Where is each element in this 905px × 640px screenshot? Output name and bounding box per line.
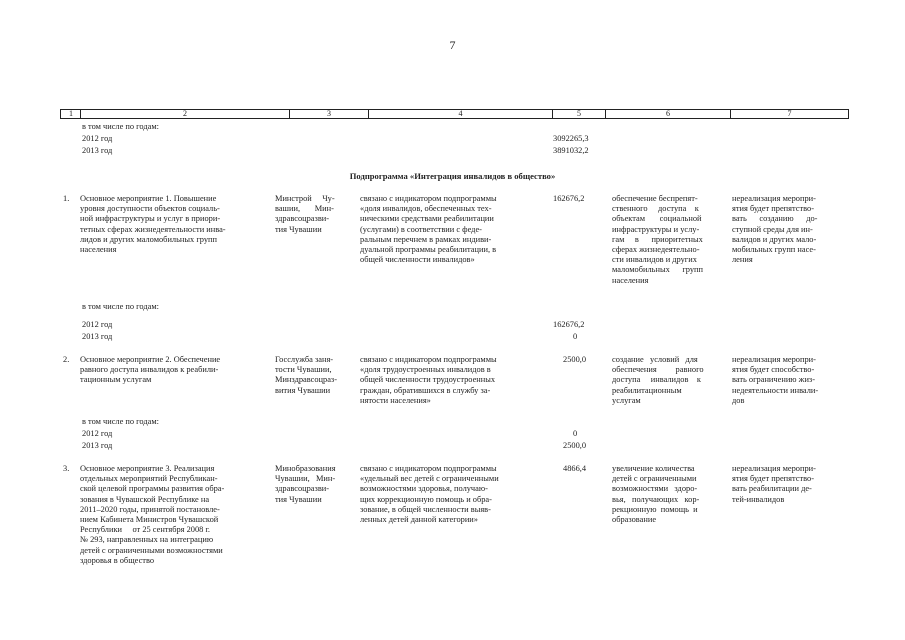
row-description: Основное мероприятие 1. Повышение уровня доступности объектов социаль- ной инфраструктуры и услуг в приори- тетных сферах жизнедеятельности инва- лидов и других маломобильных групп населения (80, 194, 226, 255)
row-description: Основное мероприятие 2. Обеспечение равного доступа инвалидов к реабили- тационным услугам (80, 355, 221, 385)
row-result: создание условий для обеспечения равного доступа инвалидов к реабилитационным услугам (612, 355, 704, 405)
page-number: 7 (449, 38, 456, 52)
subprogram-title: Подпрограмма «Интеграция инвалидов в общество» (349, 171, 556, 181)
header-col-7: 7 (787, 109, 792, 118)
year-value: 3092265,3 (553, 134, 589, 143)
row-consequence: нереализация меропри- ятия будет препятство- вать созданию до- ступной среды для ин- валидов и других мало- мобильных групп насе- ления (732, 194, 818, 265)
row-executor: Минстрой Чу- вашии, Мин- здравсоцразви- тия Чувашии (275, 194, 335, 234)
row-consequence: нереализация меропри- ятия будет способство- вать ограничению жиз- недеятельности инвали- дов (732, 355, 819, 405)
year-value: 2500,0 (563, 441, 587, 450)
header-col-6: 6 (666, 109, 670, 118)
header-col-2: 2 (183, 109, 187, 118)
year-label: 2012 год (82, 429, 113, 438)
row-description: Основное мероприятие 3. Реализация отдельных мероприятий Республикан- ской целевой программы развития обра- зования в Чувашской Республике на 2011–2020 годы, принятой постановле- нием Кабинета Министров Чувашской Республики от 25 сентября 2008 г. № 293, направленных на интеграцию детей с ограниченными возможностями здоровья в общество (80, 464, 225, 565)
year-value: 0 (573, 332, 578, 341)
row-indicator: связано с индикатором подпрограммы «доля трудоустроенных инвалидов в общей численности трудоустроенных граждан, обратившихся в службу за- нятости населения» (360, 355, 497, 405)
years-label: в том числе по годам: (82, 417, 159, 426)
row-amount: 4866,4 (563, 464, 587, 473)
year-label: 2013 год (82, 441, 113, 450)
years-label: в том числе по годам: (82, 122, 159, 131)
year-value: 3891032,2 (553, 146, 589, 155)
row-number: 2. (63, 355, 70, 364)
header-col-1: 1 (69, 109, 73, 118)
header-col-4: 4 (458, 109, 463, 118)
header-col-3: 3 (327, 109, 331, 118)
row-indicator: связано с индикатором подпрограммы «доля инвалидов, обеспеченных тех- ническими средствами реабилитации (услугами) в соответствии с феде- ральным перечнем в рамках индиви- дуальной программы реабилитации, в общей численности инвалидов» (360, 194, 497, 265)
row-executor: Госслужба заня- тости Чувашии, Минздравсоцраз- вития Чувашии (275, 355, 338, 395)
year-label: 2012 год (82, 134, 113, 143)
row-result: обеспечение беспрепят- ственного доступа к объектам социальной инфраструктуры и услу- гам в приоритетных сферах жизнедеятельно- сти инвалидов и других маломобильных групп населения (612, 194, 703, 285)
table-header-row (60, 109, 849, 119)
year-label: 2012 год (82, 320, 113, 329)
row-executor: Минобразования Чувашии, Мин- здравсоцразви- тия Чувашии (275, 464, 336, 504)
row-indicator: связано с индикатором подпрограммы «удельный вес детей с ограниченными возможностями здоровья, получаю- щих коррекционную помощь и обра- зование, в общей численности выяв- ленных детей данной категории» (360, 464, 499, 525)
year-value: 162676,2 (553, 320, 585, 329)
year-value: 0 (573, 429, 578, 438)
years-label: в том числе по годам: (82, 302, 159, 311)
header-col-5: 5 (577, 109, 581, 118)
row-number: 1. (63, 194, 70, 203)
row-consequence: нереализация меропри- ятия будет препятство- вать реабилитации де- тей-инвалидов (732, 464, 816, 504)
year-label: 2013 год (82, 332, 113, 341)
year-label: 2013 год (82, 146, 113, 155)
row-amount: 162676,2 (553, 194, 585, 203)
row-result: увеличение количества детей с ограниченными возможностями здоро- вья, получающих кор- рекционную помощь и образование (612, 464, 700, 525)
row-amount: 2500,0 (563, 355, 587, 364)
row-number: 3. (63, 464, 70, 473)
